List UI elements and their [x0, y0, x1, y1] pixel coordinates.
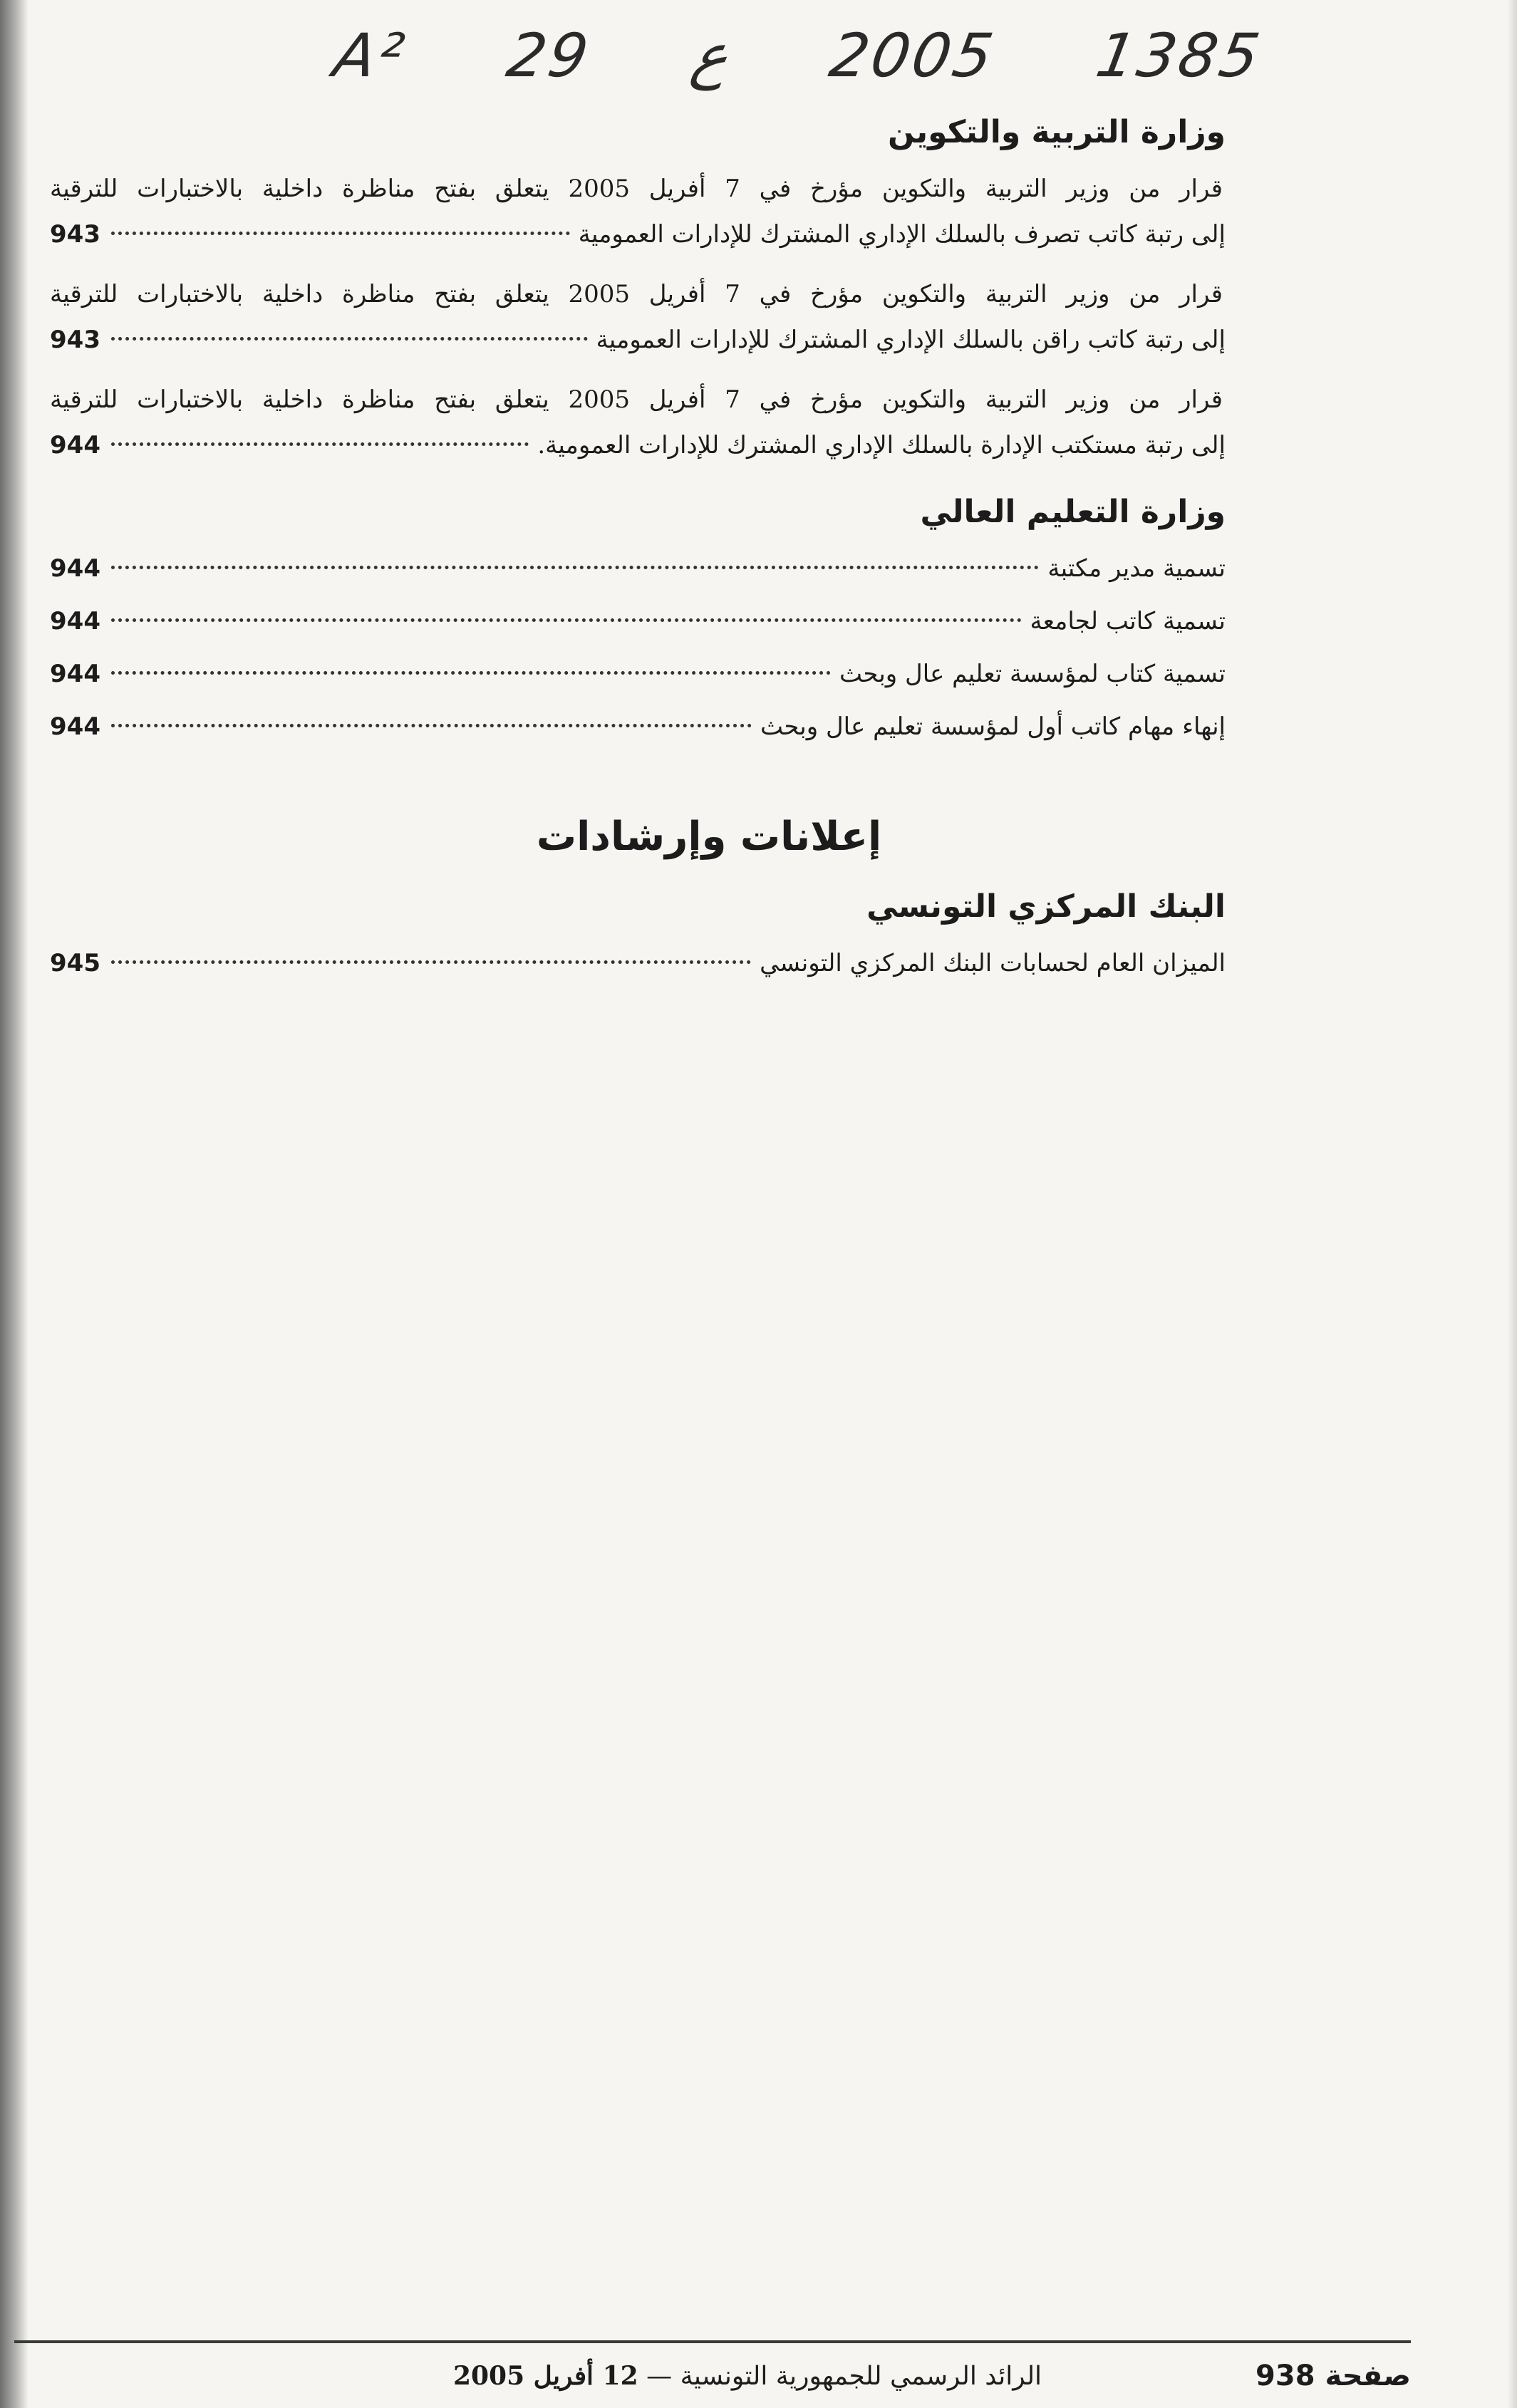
entry-line1: قرار من وزير التربية والتكوين مؤرخ في 7 أفريل 2005 يتعلق بفتح مناظرة داخلية بالاختبارات للترقية — [50, 175, 1223, 203]
page-number: 944 — [50, 554, 100, 583]
page-footer — [299, 2351, 1411, 2401]
toc-entry[interactable] — [50, 166, 1226, 257]
leader-dots — [111, 442, 529, 446]
item-text: تسمية كاتب لجامعة — [1030, 607, 1226, 635]
table-of-contents — [50, 114, 1226, 1012]
toc-item[interactable] — [50, 598, 1226, 644]
entry-line1: قرار من وزير التربية والتكوين مؤرخ في 7 أفريل 2005 يتعلق بفتح مناظرة داخلية بالاختبارات للترقية — [50, 385, 1223, 414]
section-heading: وزارة التعليم العالي — [920, 494, 1226, 530]
leader-dots — [111, 960, 751, 964]
toc-item[interactable] — [50, 546, 1226, 591]
leader-dots — [111, 618, 1022, 622]
leader-dots — [111, 724, 752, 727]
section-heading: البنك المركزي التونسي — [866, 888, 1226, 925]
footer-publication: الرائد الرسمي للجمهورية التونسية — — [646, 2362, 1042, 2391]
handwritten-day: 29 — [502, 21, 596, 90]
section-central-bank — [50, 888, 1226, 986]
leader-dots — [111, 671, 831, 675]
page-number: 943 — [50, 220, 100, 249]
toc-item[interactable] — [50, 704, 1226, 749]
footer-publication-line — [299, 2361, 1042, 2391]
leader-dots — [111, 337, 588, 341]
scan-edge-shadow — [0, 0, 29, 2408]
entry-line2: إلى رتبة كاتب تصرف بالسلك الإداري المشترك للإدارات العمومية — [578, 220, 1226, 249]
page-number: 944 — [50, 712, 100, 741]
page-number: 944 — [50, 431, 100, 460]
section-education — [50, 114, 1226, 468]
footer-rule — [14, 2340, 1411, 2343]
entry-line1: قرار من وزير التربية والتكوين مؤرخ في 7 أفريل 2005 يتعلق بفتح مناظرة داخلية بالاختبارات للترقية — [50, 280, 1223, 308]
footer-page-label: صفحة 938 — [1255, 2360, 1411, 2392]
entry-line2: إلى رتبة مستكتب الإدارة بالسلك الإداري المشترك للإدارات العمومية. — [537, 431, 1226, 460]
handwritten-year: 2005 — [824, 21, 1001, 90]
item-text: الميزان العام لحسابات البنك المركزي التونسي — [760, 949, 1226, 977]
item-text: إنهاء مهام كاتب أول لمؤسسة تعليم عال وبحث — [760, 712, 1226, 741]
handwritten-code: A² — [328, 21, 412, 90]
handwritten-note — [328, 13, 1268, 98]
handwritten-letter: ع — [686, 21, 735, 90]
page-number: 944 — [50, 607, 100, 635]
item-text: تسمية كتاب لمؤسسة تعليم عال وبحث — [839, 660, 1226, 688]
leader-dots — [111, 232, 570, 235]
toc-item[interactable] — [50, 940, 1226, 986]
entry-line2: إلى رتبة كاتب راقن بالسلك الإداري المشترك للإدارات العمومية — [596, 326, 1226, 354]
toc-entry[interactable] — [50, 271, 1226, 363]
footer-date: 12 أفريل 2005 — [452, 2361, 638, 2391]
scan-right-edge — [1507, 0, 1517, 2408]
item-text: تسمية مدير مكتبة — [1047, 554, 1226, 583]
toc-entry[interactable] — [50, 377, 1226, 468]
handwritten-number: 1385 — [1091, 21, 1268, 90]
announcements-heading: إعلانات وإرشادات — [536, 814, 882, 860]
section-heading: وزارة التربية والتكوين — [887, 114, 1226, 150]
page-number: 944 — [50, 660, 100, 688]
toc-item[interactable] — [50, 651, 1226, 697]
section-higher-education — [50, 494, 1226, 749]
leader-dots — [111, 566, 1039, 569]
page-number: 945 — [50, 949, 100, 977]
page-number: 943 — [50, 326, 100, 354]
